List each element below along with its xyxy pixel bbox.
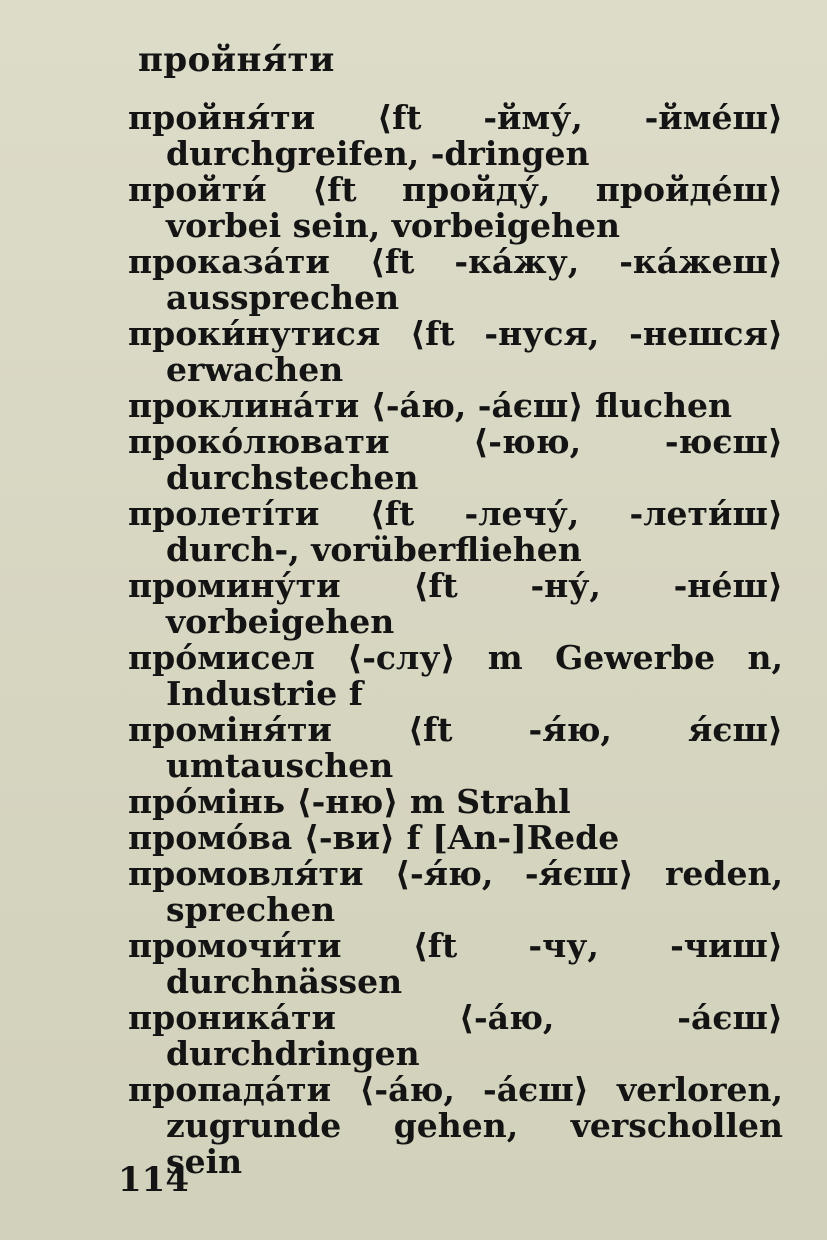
entry-headword: про́мінь [128, 782, 285, 821]
entry-gloss: durchgreifen, -dringen [166, 134, 590, 173]
entry-gloss: Gewerbe n, Industrie f [166, 638, 783, 713]
entry-forms: ⟨-а́ю, -а́єш⟩ [370, 386, 584, 425]
entry-gloss: Strahl [456, 782, 571, 821]
entry-forms: ⟨ft пройду́, пройде́ш⟩ [312, 170, 783, 209]
entry-headword: пройня́ти [128, 98, 316, 137]
entry-headword: промочи́ти [128, 926, 342, 965]
entry-headword: пройти́ [128, 170, 267, 209]
dictionary-entry [118, 856, 783, 928]
running-head: пройня́ти [138, 40, 335, 80]
dictionary-entry [118, 568, 783, 640]
entry-headword: промовля́ти [128, 854, 364, 893]
entry-forms: ⟨ft -йму́, -йме́ш⟩ [377, 98, 783, 137]
entry-gloss: durch-, vorüberfliehen [166, 530, 582, 569]
entry-gloss: umtauschen [166, 746, 394, 785]
entry-gloss: durchdringen [166, 1034, 420, 1073]
entry-forms: ⟨ft -ну́, -не́ш⟩ [413, 566, 783, 605]
dictionary-entry [118, 640, 783, 712]
dictionary-entry [118, 100, 783, 172]
entry-forms: ⟨-юю, -юєш⟩ [473, 422, 783, 461]
entry-headword: пропада́ти [128, 1070, 332, 1109]
entry-forms: ⟨-а́ю, -а́єш⟩ [458, 998, 783, 1037]
entry-gloss: durchstechen [166, 458, 419, 497]
entry-headword: промо́ва [128, 818, 293, 857]
entry-gloss: verloren, zugrunde gehen, verschollen sein [166, 1070, 783, 1181]
entry-headword: проко́лювати [128, 422, 390, 461]
entry-gloss: aussprechen [166, 278, 400, 317]
entry-gloss: durchnässen [166, 962, 403, 1001]
entry-forms: ⟨ft -чу, -чиш⟩ [412, 926, 783, 965]
entry-headword: проміня́ти [128, 710, 332, 749]
dictionary-entry [118, 316, 783, 388]
dictionary-entry [118, 388, 783, 424]
page-number: 114 [118, 1160, 189, 1200]
entry-headword: промину́ти [128, 566, 341, 605]
entry-headword: проки́нутися [128, 314, 381, 353]
entry-forms: ⟨ft -ка́жу, -ка́жеш⟩ [369, 242, 783, 281]
dictionary-entry [118, 244, 783, 316]
dictionary-entry [118, 1072, 783, 1180]
dictionary-entry [118, 172, 783, 244]
entry-forms: ⟨-слу⟩ m [347, 638, 523, 677]
entry-forms: ⟨-ви⟩ f [303, 818, 421, 857]
entry-forms: ⟨-а́ю, -а́єш⟩ [359, 1070, 589, 1109]
entry-gloss: vorbei sein, vorbeigehen [166, 206, 620, 245]
dictionary-entry [118, 424, 783, 496]
entry-gloss: reden, sprechen [166, 854, 783, 929]
entry-gloss: fluchen [594, 386, 733, 425]
entry-gloss: [An-]Rede [432, 818, 620, 857]
entry-list [118, 100, 783, 1180]
entry-headword: про́мисел [128, 638, 315, 677]
dictionary-entry [118, 1000, 783, 1072]
entry-forms: ⟨-я́ю, -я́єш⟩ [394, 854, 634, 893]
entry-forms: ⟨ft -лечу́, -лети́ш⟩ [369, 494, 783, 533]
entry-gloss: erwachen [166, 350, 344, 389]
entry-forms: ⟨ft -нуся, -нешся⟩ [410, 314, 783, 353]
dictionary-entry [118, 784, 783, 820]
entry-forms: ⟨-ню⟩ m [296, 782, 445, 821]
entry-headword: проказа́ти [128, 242, 330, 281]
entry-headword: пролеті́ти [128, 494, 320, 533]
entry-headword: проклина́ти [128, 386, 360, 425]
entry-gloss: vorbeigehen [166, 602, 395, 641]
dictionary-entry [118, 820, 783, 856]
dictionary-entry [118, 712, 783, 784]
entry-headword: проника́ти [128, 998, 337, 1037]
entry-forms: ⟨ft -я́ю, я́єш⟩ [407, 710, 783, 749]
dictionary-entry [118, 928, 783, 1000]
dictionary-entry [118, 496, 783, 568]
